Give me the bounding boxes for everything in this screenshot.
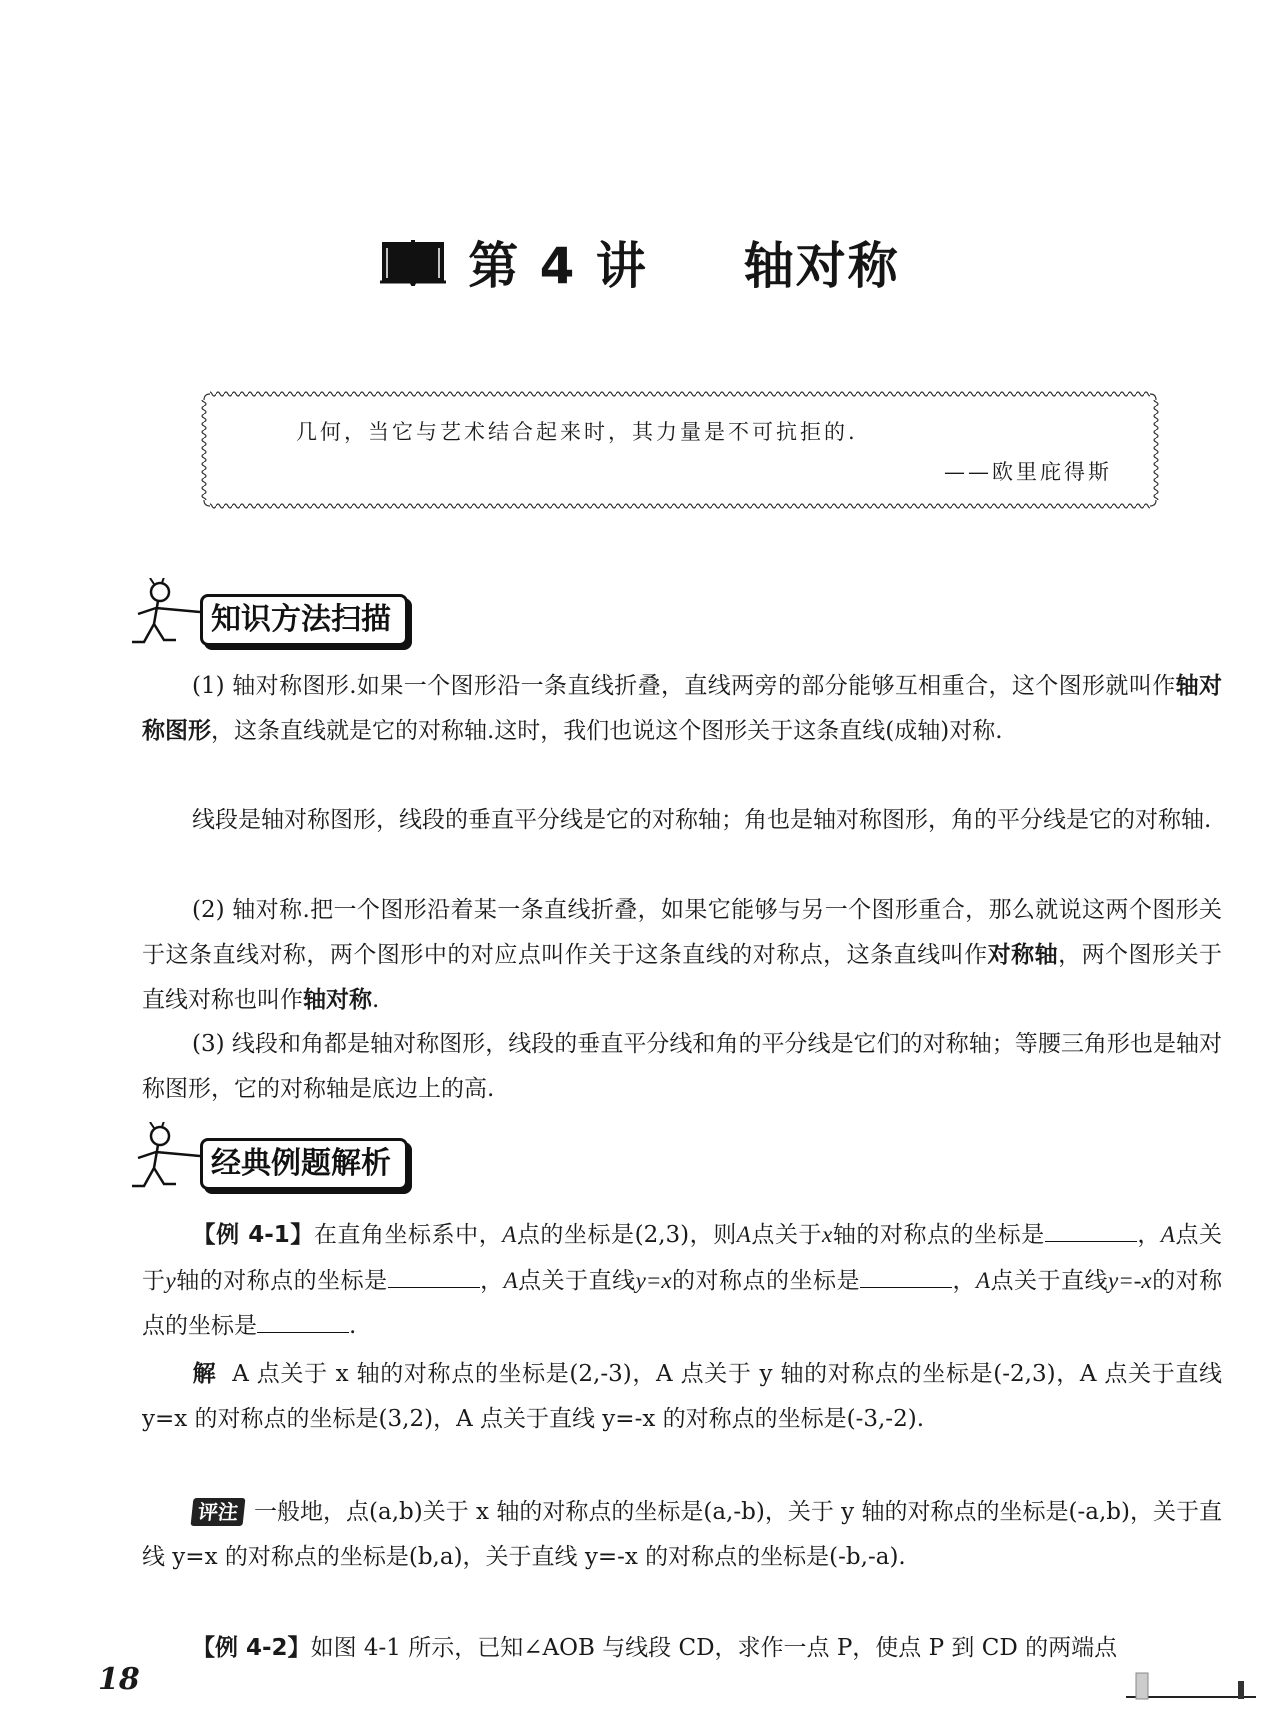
chapter-title: 轴对称 [743, 237, 900, 295]
solution-label: 解 [192, 1361, 217, 1387]
chapter-heading [0, 222, 1280, 302]
note-tag: 评注 [191, 1498, 246, 1526]
answer-blank [257, 1312, 349, 1333]
page-number: 18 [98, 1662, 140, 1697]
example-label: 【例 4-2】 [192, 1635, 311, 1661]
answer-blank [388, 1267, 480, 1288]
chapter-number: 第 4 讲 [468, 237, 648, 295]
stick-figure-icon [130, 1122, 210, 1202]
stick-figure-icon [130, 578, 210, 658]
quote-box [200, 390, 1160, 510]
wavy-frame-border [200, 390, 1160, 510]
knowledge-paragraph-2: 线段是轴对称图形，线段的垂直平分线是它的对称轴；角也是轴对称图形，角的平分线是它的对称轴. [192, 807, 1212, 833]
answer-blank [860, 1267, 952, 1288]
open-book-icon [380, 238, 446, 286]
example-label: 【例 4-1】 [192, 1222, 314, 1248]
section-heading-examples [130, 1122, 430, 1202]
knowledge-paragraph-1: (1) 轴对称图形.如果一个图形沿一条直线折叠，直线两旁的部分能够互相重合，这个图形就叫作轴对称图形，这条直线就是它的对称轴.这时，我们也说这个图形关于这条直线(成轴)对称. [142, 673, 1222, 744]
section-heading-knowledge [130, 578, 430, 658]
corner-mark [1126, 1669, 1256, 1705]
example-4-2-question: 【例 4-2】如图 4-1 所示，已知∠AOB 与线段 CD，求作一点 P，使点 P 到 CD 的两端点 [192, 1635, 1118, 1661]
knowledge-paragraph-4: (3) 线段和角都是轴对称图形，线段的垂直平分线和角的平分线是它们的对称轴；等腰三角形也是轴对称图形，它的对称轴是底边上的高. [142, 1031, 1222, 1102]
example-4-1-solution: 解 A 点关于 x 轴的对称点的坐标是(2,-3)，A 点关于 y 轴的对称点的坐标是(-2,3)，A 点关于直线 y=x 的对称点的坐标是(3,2)，A 点关于直线 y=-x 的对称点的坐标是(-3,-2). [142, 1361, 1223, 1432]
quote-text: 几何，当它与艺术结合起来时，其力量是不可抗拒的. [296, 420, 858, 444]
answer-blank [1045, 1221, 1137, 1242]
example-4-1-note: 评注 一般地，点(a,b)关于 x 轴的对称点的坐标是(a,-b)，关于 y 轴的对称点的坐标是(-a,b)，关于直线 y=x 的对称点的坐标是(b,a)，关于直线 y=-x 的对称点的坐标是(-b,-a). [142, 1499, 1222, 1570]
example-4-1-question: 【例 4-1】在直角坐标系中，A点的坐标是(2,3)，则A点关于x轴的对称点的坐标是 ，A点关于y轴的对称点的坐标是 ，A点关于直线y=x的对称点的坐标是 ，A点关于直线y=-x的对称点的坐标是 . [142, 1222, 1223, 1339]
quote-author: ——欧里庇得斯 [944, 460, 1112, 484]
knowledge-paragraph-3: (2) 轴对称.把一个图形沿着某一条直线折叠，如果它能够与另一个图形重合，那么就说这两个图形关于这条直线对称，两个图形中的对应点叫作关于这条直线的对称点，这条直线叫作对称轴，两个图形关于直线对称也叫作轴对称. [142, 897, 1223, 1013]
section-title-examples: 经典例题解析 [200, 1138, 408, 1190]
section-title-knowledge: 知识方法扫描 [200, 594, 408, 646]
